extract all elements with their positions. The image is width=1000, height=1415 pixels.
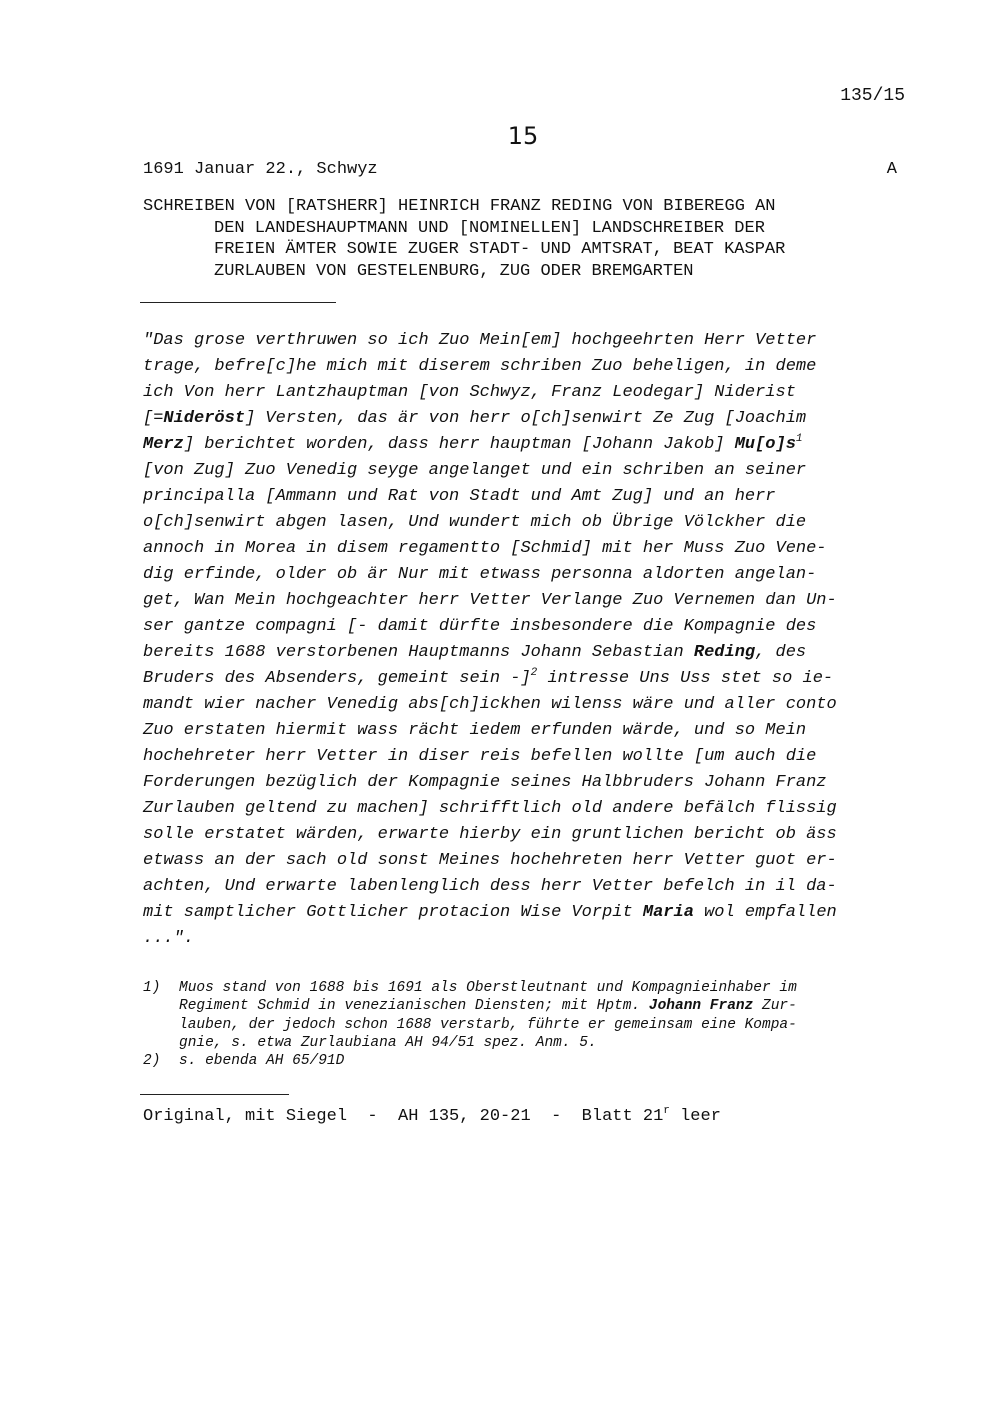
body-line: bereits 1688 verstorbenen Hauptmanns Johann Sebastian Reding, des — [143, 643, 807, 662]
title-line: SCHREIBEN VON [RATSHERR] HEINRICH FRANZ REDING VON BIBEREGG AN — [143, 197, 776, 216]
body-line: dig erfinde, older ob är Nur mit etwass personna aldorten angelan- — [143, 565, 817, 584]
footnote-line: s. ebenda AH 65/91D — [179, 1053, 345, 1070]
body-line: [von Zug] Zuo Venedig seyge angelanget und ein schriben an seiner — [143, 461, 807, 480]
document-title — [143, 196, 903, 282]
page-reference: 135/15 — [840, 86, 905, 106]
body-line: ich Von herr Lantzhauptman [von Schwyz, Franz Leodegar] Niderist — [143, 383, 796, 402]
body-line: "Das grose verthruwen so ich Zuo Mein[em] hochgeehrten Herr Vetter — [143, 331, 817, 350]
name-emphasis: Reding — [693, 643, 756, 662]
body-line: Forderungen bezüglich der Kompagnie seines Halbbruders Johann Franz — [143, 773, 827, 792]
document-number: 15 — [507, 122, 539, 150]
body-line: mit samptlicher Gottlicher protacion Wise Vorpit Maria wol empfallen — [143, 903, 837, 922]
footnotes — [143, 979, 913, 1070]
body-line: annoch in Morea in disem regamentto [Schmid] mit her Muss Zuo Vene- — [143, 539, 827, 558]
footnote-line: Regiment Schmid in venezianischen Diensten; mit Hptm. Johann Franz Zur- — [179, 998, 797, 1015]
body-line: ser gantze compagni [- damit dürfte insbesondere die Kompagnie des — [143, 617, 817, 636]
superscript: r — [663, 1105, 670, 1117]
body-line: Merz] berichtet worden, dass herr hauptman [Johann Jakob] $Mu[o]s^1$ — [143, 433, 803, 454]
source-note: Original, mit Siegel - AH 135, 20-21 - Blatt 21$^r$ leer — [143, 1105, 721, 1126]
body-line: trage, befre[c]he mich mit diserem schriben Zuo beheligen, in deme — [143, 357, 817, 376]
body-line: o[ch]senwirt abgen lasen, Und wundert mich ob Übrige Völckher die — [143, 513, 807, 532]
footnote-number: 2) — [143, 1053, 161, 1070]
footnote-line: gnie, s. etwa Zurlaubiana AH 94/51 spez. Anm. 5. — [179, 1034, 597, 1051]
body-line: Zurlauben geltend zu machen] schrifftlich old andere befälch flissig — [143, 799, 837, 818]
name-emphasis: Maria — [642, 903, 694, 922]
footnote-2 — [143, 1052, 913, 1070]
title-line: FREIEN ÄMTER SOWIE ZUGER STADT- UND AMTSRAT, BEAT KASPAR — [214, 240, 786, 259]
footnote-line: lauben, der jedoch schon 1688 verstarb, führte er gemeinsam eine Kompa- — [179, 1016, 797, 1033]
footnote-1 — [143, 979, 913, 1052]
body-line: Bruders des Absenders, gemeint sein -]$^2$ intresse Uns Uss stet so ie- — [143, 667, 834, 688]
title-line: ZURLAUBEN VON GESTELENBURG, ZUG ODER BREMGARTEN — [214, 261, 694, 281]
body-line: [=Nideröst] Versten, das är von herr o[ch]senwirt Ze Zug [Joachim — [143, 409, 807, 428]
name-emphasis: Merz — [143, 435, 184, 454]
footnote-text — [179, 1052, 344, 1070]
body-line: get, Wan Mein hochgeachter herr Vetter Verlange Zuo Vernemen dan Un- — [143, 591, 837, 610]
footnote-ref: 2 — [530, 667, 538, 679]
footnote-ref: 1 — [795, 433, 803, 445]
title-divider — [140, 302, 336, 303]
name-emphasis: Johann Franz — [648, 998, 754, 1015]
footnote-line: Muos stand von 1688 bis 1691 als Oberstleutnant und Kompagnieinhaber im — [179, 980, 797, 996]
transcription-body — [143, 328, 913, 952]
title-line: DEN LANDESHAUPTMANN UND [NOMINELLEN] LANDSCHREIBER DER — [214, 218, 765, 238]
body-line: etwass an der sach old sonst Meines hochehreten herr Vetter guot er- — [143, 851, 837, 870]
document-letter: A — [886, 160, 897, 179]
body-line: solle erstatet wärden, erwarte hierby ein gruntlichen bericht ob äss — [143, 825, 837, 844]
body-line: principalla [Ammann und Rat von Stadt und Amt Zug] und an herr — [143, 487, 776, 506]
body-line: hochehreter herr Vetter in diser reis befellen wollte [um auch die — [143, 747, 817, 766]
date-place: 1691 Januar 22., Schwyz — [143, 160, 378, 179]
footnote-text — [179, 979, 797, 1052]
name-emphasis: Nideröst — [163, 409, 246, 428]
body-line: ...". — [143, 929, 195, 948]
footnote-divider — [140, 1094, 289, 1095]
name-emphasis: Mu[o]s — [734, 435, 796, 454]
body-line: mandt wier nacher Venedig abs[ch]ickhen wilenss wäre und aller conto — [143, 695, 837, 714]
body-line: achten, Und erwarte labenlenglich dess herr Vetter befelch in il da- — [143, 877, 837, 896]
footnote-number: 1) — [143, 980, 161, 996]
body-line: Zuo erstaten hiermit wass rächt iedem erfunden wärde, und so Mein — [143, 721, 807, 740]
